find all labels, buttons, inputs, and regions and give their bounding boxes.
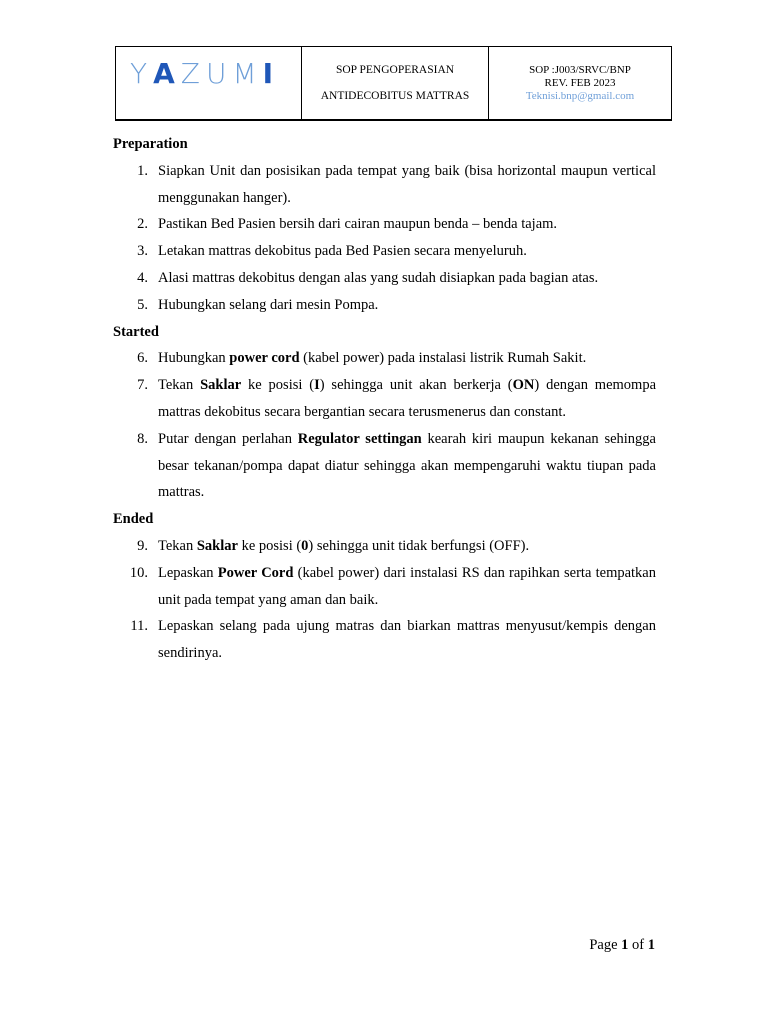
logo-letter: Z [180, 57, 206, 90]
page-word: Page [589, 937, 618, 953]
step-text: Letakan mattras dekobitus pada Bed Pasien secara menyeluruh. [158, 243, 527, 260]
step-text: Pastikan Bed Pasien bersih dari cairan maupun benda – benda tajam. [158, 216, 558, 233]
logo-letter: A [153, 57, 181, 90]
logo-letter: Y [130, 57, 154, 90]
step-item [113, 345, 656, 372]
logo-letter: I [262, 57, 280, 90]
step-number: 8. [137, 430, 148, 447]
step-list [113, 158, 656, 319]
step-item [113, 292, 656, 319]
step-item [113, 533, 656, 560]
step-text: Hubungkan power cord (kabel power) pada instalasi listrik Rumah Sakit. [158, 350, 587, 367]
total-pages: 1 [647, 937, 655, 953]
procedure-content [113, 131, 656, 667]
step-text: Tekan Saklar ke posisi (0) sehingga unit tidak berfungsi (OFF). [158, 537, 530, 554]
step-list [113, 345, 656, 506]
step-item [113, 265, 656, 292]
document-title-line2: ANTIDECOBITUS MATTRAS [320, 90, 470, 102]
step-item [113, 211, 656, 238]
logo-letter: M [232, 57, 263, 90]
step-list [113, 533, 656, 667]
step-item [113, 372, 656, 426]
step-text: Lepaskan Power Cord (kabel power) dari instalasi RS dan rapihkan serta tempatkan unit pada tempat yang aman dan baik. [158, 564, 656, 608]
document-code-cell [489, 47, 672, 121]
step-number: 7. [137, 377, 148, 394]
step-number: 2. [137, 216, 148, 233]
of-word: of [632, 937, 645, 953]
company-logo [130, 57, 279, 90]
document-title-line1: SOP PENGOPERASIAN [335, 64, 455, 76]
step-number: 3. [137, 243, 148, 260]
step-text: Alasi mattras dekobitus dengan alas yang sudah disiapkan pada bagian atas. [158, 269, 599, 286]
step-item [113, 613, 656, 667]
step-number: 11. [130, 618, 148, 635]
section-heading: Ended [113, 511, 154, 528]
step-item [113, 238, 656, 265]
step-text: Tekan Saklar ke posisi (I) sehingga unit akan berkerja (ON) dengan memompa mattras dekobitus secara bergantian secara terusmenerus dan constant. [158, 377, 657, 420]
document-title-cell [302, 47, 489, 121]
page-number [589, 937, 655, 954]
step-number: 6. [137, 350, 148, 367]
step-item [113, 158, 656, 212]
logo-letter: U [205, 57, 233, 90]
document-header [115, 46, 672, 121]
revision: REV. FEB 2023 [544, 76, 616, 89]
step-number: 10. [129, 564, 148, 581]
logo-cell [116, 47, 302, 121]
step-text: Putar dengan perlahan Regulator settingan kearah kiri maupun kekanan sehingga besar tekanan/pompa dapat diatur sehingga akan mempengaruhi waktu tiupan pada mattras. [158, 430, 656, 501]
step-number: 1. [137, 162, 148, 179]
step-text: Lepaskan selang pada ujung matras dan biarkan mattras menyusut/kempis dengan sendirinya. [158, 618, 656, 662]
sop-code: SOP :J003/SRVC/BNP [529, 63, 631, 76]
section-heading: Started [113, 323, 159, 340]
step-number: 4. [137, 269, 148, 286]
step-item [113, 426, 656, 506]
section-heading: Preparation [113, 136, 188, 152]
step-number: 9. [137, 537, 148, 554]
step-number: 5. [137, 296, 148, 313]
step-text: Siapkan Unit dan posisikan pada tempat yang baik (bisa horizontal maupun vertical menggunakan hanger). [158, 162, 656, 206]
current-page: 1 [621, 937, 629, 953]
step-item [113, 560, 656, 614]
step-text: Hubungkan selang dari mesin Pompa. [158, 296, 379, 313]
contact-email: Teknisi.bnp@gmail.com [525, 89, 635, 102]
